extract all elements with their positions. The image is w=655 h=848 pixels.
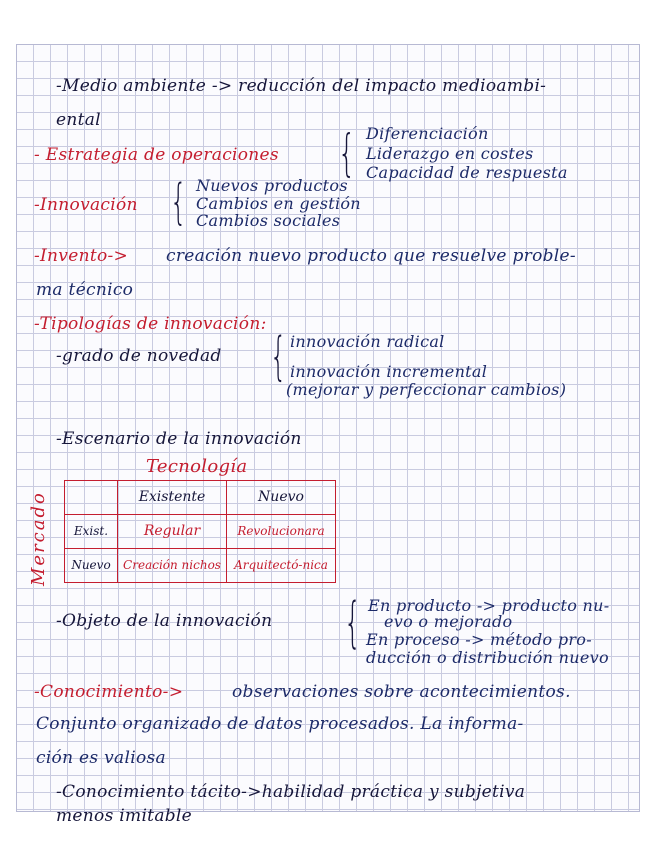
invento-text: creación nuevo producto que resuelve proble- [166, 246, 576, 266]
table-cell: Regular [118, 515, 227, 549]
table-row [65, 481, 336, 515]
line-medio-ambiente: -Medio ambiente -> reducción del impacto medioambi- [56, 76, 547, 96]
estrategia-item: Liderazgo en costes [366, 144, 534, 163]
objeto-item: evo o mejorado [384, 612, 513, 631]
table-corner-cell [65, 481, 118, 515]
heading-innovacion: -Innovación [34, 195, 138, 215]
subheading-escenario: -Escenario de la innovación [56, 429, 302, 449]
conocimiento-text-cont: Conjunto organizado de datos procesados. La informa- [36, 714, 524, 734]
conocimiento-text: observaciones sobre acontecimientos. [232, 682, 571, 702]
estrategia-item: Diferenciación [366, 124, 489, 143]
table-cell: Creación nichos [118, 549, 227, 583]
table-row-label: Nuevo [65, 549, 118, 583]
line-medio-ambiente-cont: ental [56, 110, 101, 130]
innovacion-item: Nuevos productos [196, 176, 348, 195]
table-col-header: Existente [118, 481, 227, 515]
left-margin [0, 0, 16, 848]
top-margin [0, 0, 655, 44]
grado-item: (mejorar y perfeccionar cambios) [286, 380, 567, 399]
brace-estrategia: { [338, 124, 356, 182]
table-cell: Revolucionara [227, 515, 336, 549]
conocimiento-text-cont: ción es valiosa [36, 748, 166, 768]
heading-conocimiento: -Conocimiento-> [34, 682, 184, 702]
innovacion-item: Cambios en gestión [196, 194, 361, 213]
table-col-header: Nuevo [227, 481, 336, 515]
table-row [65, 515, 336, 549]
table-axis-side: Mercado [28, 491, 49, 587]
invento-text-cont: ma técnico [36, 280, 134, 300]
table-axis-top: Tecnología [146, 456, 248, 477]
estrategia-item: Capacidad de respuesta [366, 163, 568, 182]
heading-invento: -Invento-> [34, 246, 129, 266]
subheading-objeto: -Objeto de la innovación [56, 611, 273, 631]
table-cell: Arquitectó-nica [227, 549, 336, 583]
brace-innovacion: { [170, 174, 187, 230]
brace-objeto: { [344, 591, 362, 654]
objeto-item: En producto -> producto nu- [368, 596, 610, 615]
tacito-cont: menos imitable [56, 806, 193, 826]
objeto-item: ducción o distribución nuevo [366, 648, 609, 667]
heading-estrategia: - Estrategia de operaciones [34, 145, 279, 165]
heading-tipologias: -Tipologías de innovación: [34, 314, 267, 334]
subheading-tacito: -Conocimiento tácito->habilidad práctica y subjetiva [56, 782, 526, 802]
innovacion-item: Cambios sociales [196, 211, 341, 230]
innovation-scenario-table [64, 480, 336, 583]
table-row-label: Exist. [65, 515, 118, 549]
grado-item: innovación radical [290, 332, 445, 351]
grado-item: innovación incremental [290, 362, 488, 381]
right-margin [640, 0, 655, 848]
subheading-grado: -grado de novedad [56, 346, 222, 366]
objeto-item: En proceso -> método pro- [366, 630, 592, 649]
brace-grado: { [270, 327, 287, 387]
table-row [65, 549, 336, 583]
